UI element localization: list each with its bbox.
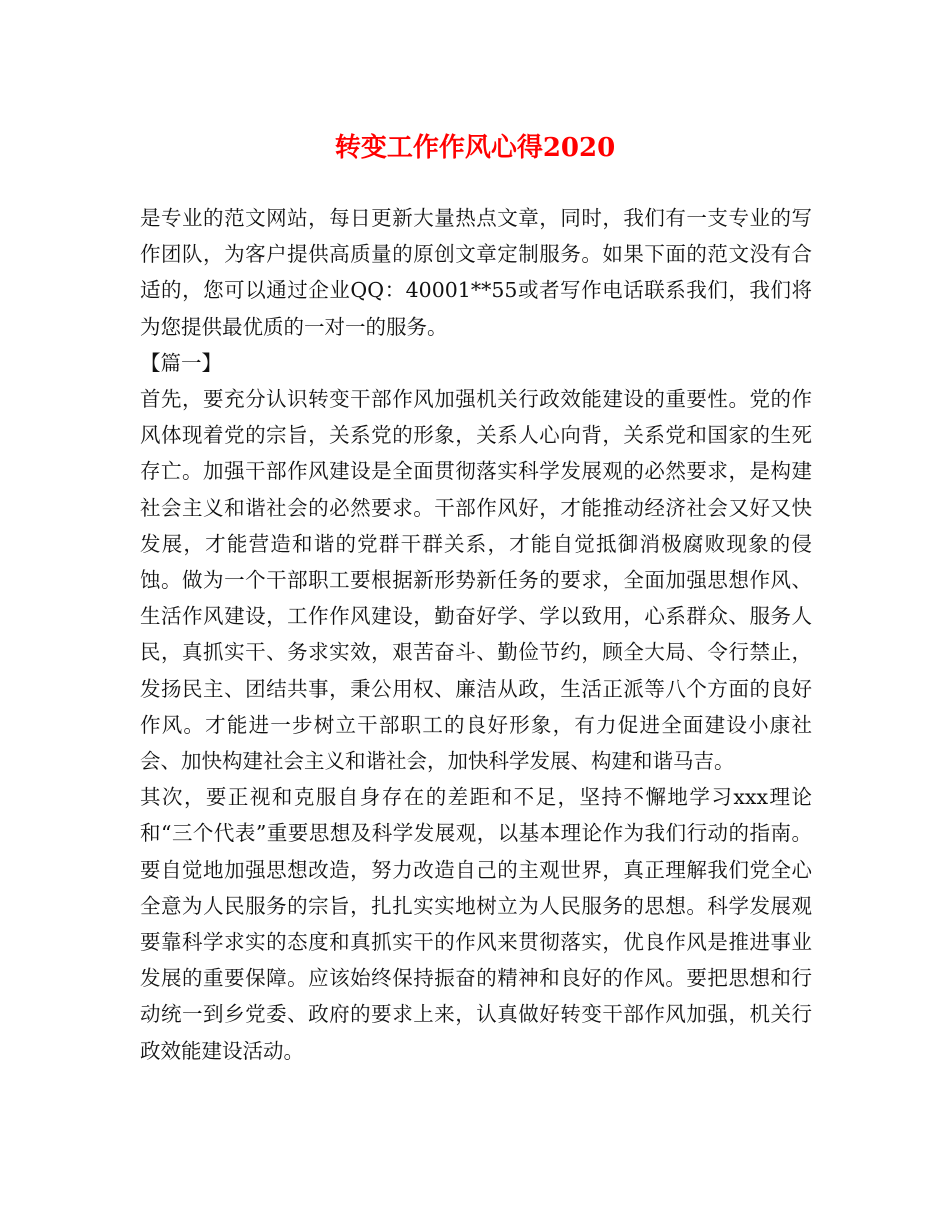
section-heading: 【篇一】: [140, 350, 222, 375]
document-title: 转变工作作风心得2020: [334, 133, 616, 163]
document-body: [140, 200, 812, 1069]
intro-paragraph: 是专业的范文网站，每日更新大量热点文章，同时，我们有一支专业的写作团队，为客户提供高质量的原创文章定制服务。如果下面的范文没有合适的，您可以通过企业QQ：40001**55或者写作电话联系我们，我们将为您提供最优质的一对一的服务。: [140, 206, 812, 339]
body-paragraph-1: 首先，要充分认识转变干部作风加强机关行政效能建设的重要性。党的作风体现着党的宗旨，关系党的形象，关系人心向背，关系党和国家的生死存亡。加强干部作风建设是全面贯彻落实科学发展观的必然要求，是构建社会主义和谐社会的必然要求。干部作风好，才能推动经济社会又好又快发展，才能营造和谐的党群干群关系，才能自觉抵御消极腐败现象的侵蚀。做为一个干部职工要根据新形势新任务的要求，全面加强思想作风、生活作风建设，工作作风建设，勤奋好学、学以致用，心系群众、服务人民，真抓实干、务求实效，艰苦奋斗、勤俭节约，顾全大局、令行禁止，发扬民主、团结共事，秉公用权、廉洁从政，生活正派等八个方面的良好作风。才能进一步树立干部职工的良好形象，有力促进全面建设小康社会、加快构建社会主义和谐社会，加快科学发展、构建和谐马吉。: [140, 387, 812, 774]
body-paragraph-2: 其次，要正视和克服自身存在的差距和不足，坚持不懈地学习xxx理论和“三个代表”重要思想及科学发展观，以基本理论作为我们行动的指南。要自觉地加强思想改造，努力改造自己的主观世界，真正理解我们党全心全意为人民服务的宗旨，扎扎实实地树立为人民服务的思想。科学发展观要靠科学求实的态度和真抓实干的作风来贯彻落实，优良作风是推进事业发展的重要保障。应该始终保持振奋的精神和良好的作风。要把思想和行动统一到乡党委、政府的要求上来，认真做好转变干部作风加强，机关行政效能建设活动。: [140, 785, 812, 1063]
